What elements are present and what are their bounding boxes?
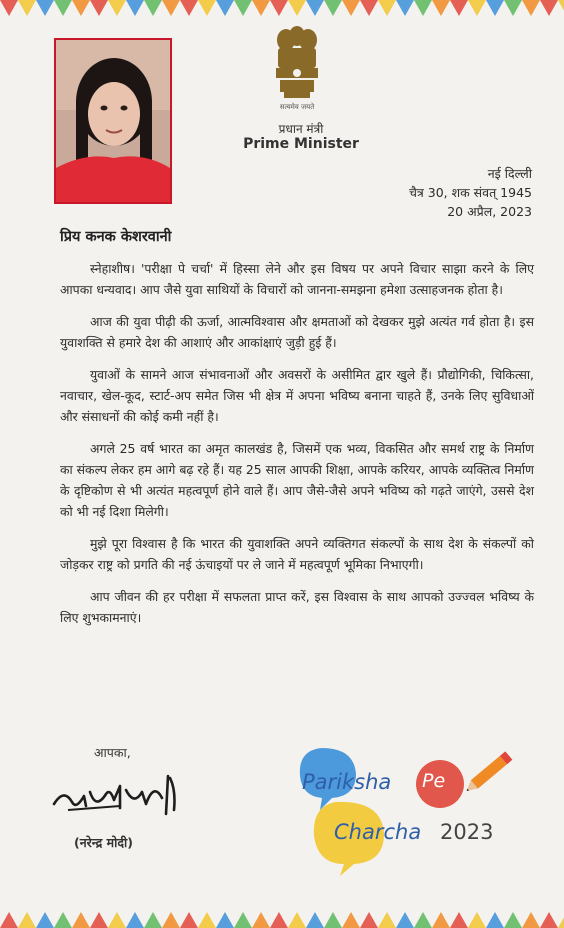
border-triangle <box>18 912 36 928</box>
border-triangle <box>0 912 18 928</box>
border-triangle <box>378 912 396 928</box>
border-triangle <box>378 0 396 16</box>
logo-word-pe: Pe <box>422 770 446 792</box>
border-triangle <box>18 0 36 16</box>
signatory-name: (नरेन्द्र मोदी) <box>74 835 133 850</box>
salutation: प्रिय कनक केशरवानी <box>60 229 172 245</box>
border-triangle <box>522 912 540 928</box>
border-triangle <box>252 912 270 928</box>
border-triangle <box>144 912 162 928</box>
border-triangle <box>558 0 564 16</box>
border-triangle <box>522 0 540 16</box>
border-triangle <box>270 912 288 928</box>
border-triangle <box>396 912 414 928</box>
border-triangle <box>450 912 468 928</box>
border-triangle <box>108 0 126 16</box>
border-triangle <box>450 0 468 16</box>
emblem-motto: सत्यमेव जयते <box>279 103 315 111</box>
border-triangle <box>306 0 324 16</box>
border-triangle <box>486 912 504 928</box>
letter-body <box>60 258 534 639</box>
logo-word-charcha: Charcha <box>334 820 422 844</box>
border-triangle <box>72 0 90 16</box>
office-title-hindi: प्रधान मंत्री <box>278 122 324 136</box>
border-triangle <box>342 912 360 928</box>
border-triangle <box>432 0 450 16</box>
border-triangle <box>468 912 486 928</box>
place: नई दिल्ली <box>487 166 532 181</box>
border-triangle <box>360 0 378 16</box>
border-triangle <box>504 912 522 928</box>
handwritten-signature <box>50 770 182 820</box>
border-triangle <box>54 912 72 928</box>
border-triangle <box>72 912 90 928</box>
border-triangle <box>234 912 252 928</box>
border-triangle <box>198 912 216 928</box>
border-triangle <box>234 0 252 16</box>
border-triangle <box>126 912 144 928</box>
border-triangle <box>558 912 564 928</box>
office-title-english: Prime Minister <box>243 136 359 152</box>
border-triangle <box>180 0 198 16</box>
border-triangle <box>396 0 414 16</box>
pencil-icon <box>460 742 520 802</box>
logo-word-pariksha: Pariksha <box>302 770 392 794</box>
logo-year: 2023 <box>440 820 494 844</box>
border-triangle <box>288 912 306 928</box>
border-triangle <box>306 912 324 928</box>
saka-date: चैत्र 30, शक संवत् 1945 <box>408 185 532 200</box>
border-triangle <box>90 0 108 16</box>
place-date-block <box>409 164 532 221</box>
student-photo <box>54 38 172 204</box>
border-triangle <box>54 0 72 16</box>
gregorian-date: 20 अप्रैल, 2023 <box>447 204 532 219</box>
closing: आपका, <box>94 745 131 760</box>
top-triangle-border <box>0 0 564 22</box>
paragraph: मुझे पूरा विश्वास है कि भारत की युवाशक्ति अपने व्यक्तिगत संकल्पों के साथ देश के संकल्पों को जोड़कर राष्ट्र को प्रगति की नई ऊंचाइयों पर ले जाने में महत्वपूर्ण भूमिका निभाएगी। <box>60 536 534 572</box>
bottom-triangle-border <box>0 906 564 928</box>
border-triangle <box>540 912 558 928</box>
border-triangle <box>324 912 342 928</box>
border-triangle <box>180 912 198 928</box>
pariksha-pe-charcha-logo <box>292 740 532 880</box>
paragraph: स्नेहाशीष। 'परीक्षा पे चर्चा' में हिस्सा लेने और इस विषय पर अपने विचार साझा करने के लिए आपका धन्यवाद। आप जैसे युवा साथियों के विचारों को जानना-समझना हमेशा उत्साहजनक होता है। <box>60 261 534 297</box>
border-triangle <box>414 0 432 16</box>
border-triangle <box>108 912 126 928</box>
border-triangle <box>486 0 504 16</box>
border-triangle <box>252 0 270 16</box>
border-triangle <box>270 0 288 16</box>
border-triangle <box>0 0 18 16</box>
paragraph: आप जीवन की हर परीक्षा में सफलता प्राप्त करें, इस विश्वास के साथ आपको उज्ज्वल भविष्य के लिए शुभकामनाएं। <box>60 589 534 625</box>
border-triangle <box>36 0 54 16</box>
border-triangle <box>90 912 108 928</box>
border-triangle <box>504 0 522 16</box>
border-triangle <box>324 0 342 16</box>
border-triangle <box>288 0 306 16</box>
border-triangle <box>468 0 486 16</box>
border-triangle <box>360 912 378 928</box>
paragraph: अगले 25 वर्ष भारत का अमृत कालखंड है, जिसमें एक भव्य, विकसित और समर्थ राष्ट्र के निर्माण का संकल्प लेकर हम आगे बढ़ रहे हैं। यह 25 साल आपकी शिक्षा, आपके करियर, आपके व्यक्तित्व निर्माण के दृष्टिकोण से भी अत्यंत महत्वपूर्ण होने वाले हैं। आप जैसे-जैसे अपने भविष्य को गढ़ते जाएंगे, उससे देश को भी नई दिशा मिलेगी। <box>60 441 534 519</box>
border-triangle <box>432 912 450 928</box>
border-triangle <box>216 0 234 16</box>
border-triangle <box>126 0 144 16</box>
border-triangle <box>342 0 360 16</box>
paragraph: आज की युवा पीढ़ी की ऊर्जा, आत्मविश्वास और क्षमताओं को देखकर मुझे अत्यंत गर्व होता है। इस युवाशक्ति से हमारे देश की आशाएं और आकांक्षाएं जुड़ी हुई हैं। <box>60 314 534 350</box>
border-triangle <box>540 0 558 16</box>
border-triangle <box>414 912 432 928</box>
paragraph: युवाओं के सामने आज संभावनाओं और अवसरों के असीमित द्वार खुले हैं। प्रौद्योगिकी, चिकित्सा, नवाचार, खेल-कूद, स्टार्ट-अप समेत जिस भी क्षेत्र में अपना भविष्य बनाना चाहते हैं, उनके लिए सुविधाओं और संसाधनों की कोई कमी नहीं है। <box>60 367 534 424</box>
border-triangle <box>144 0 162 16</box>
border-triangle <box>216 912 234 928</box>
border-triangle <box>162 0 180 16</box>
student-portrait-illustration <box>56 40 170 202</box>
national-emblem-icon <box>272 26 322 104</box>
border-triangle <box>162 912 180 928</box>
border-triangle <box>36 912 54 928</box>
border-triangle <box>198 0 216 16</box>
